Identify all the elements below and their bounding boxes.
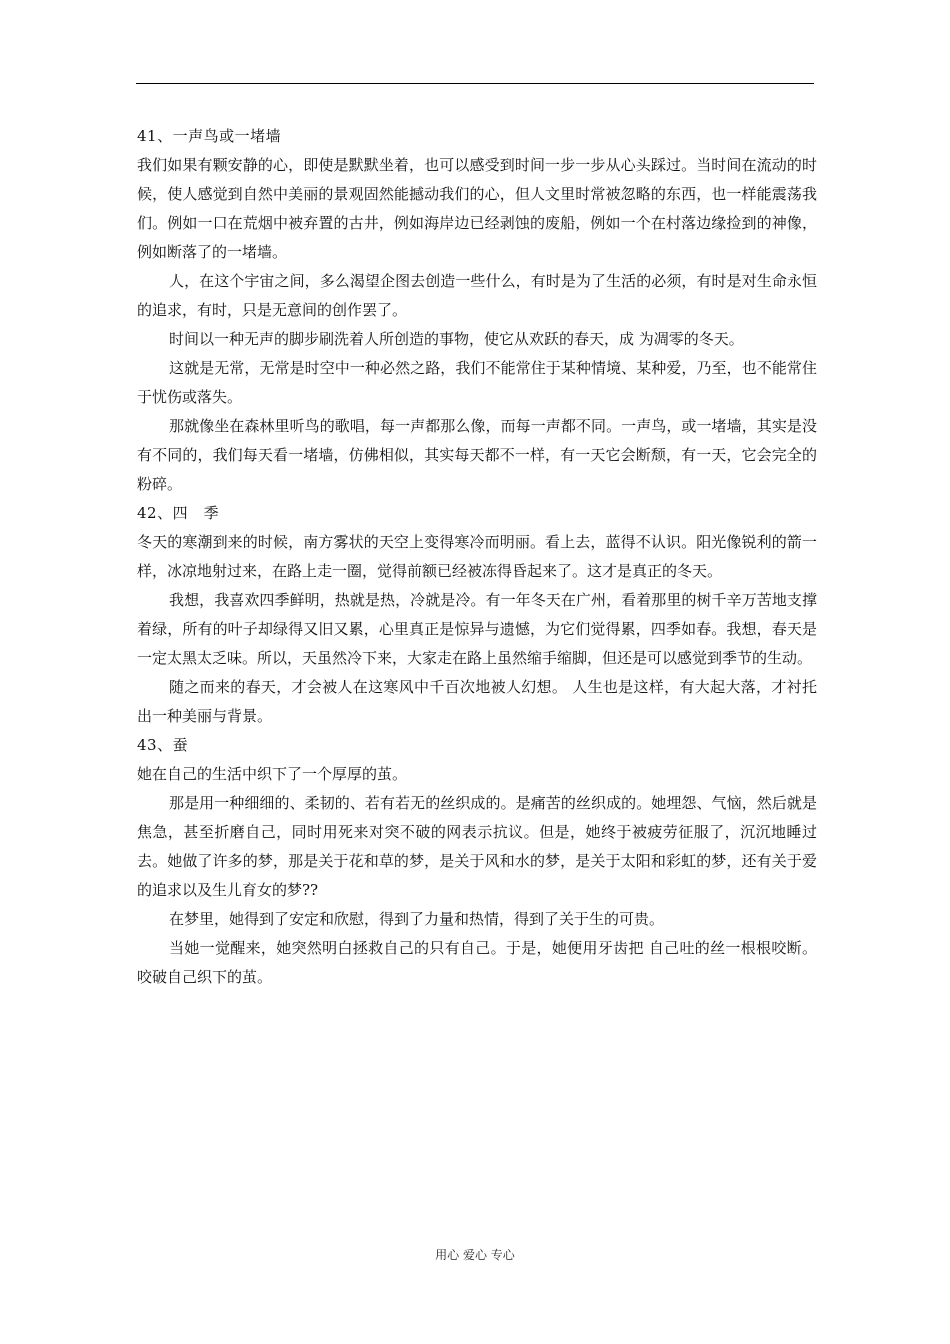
- paragraph: 在梦里，她得到了安定和欣慰，得到了力量和热情，得到了关于生的可贵。: [169, 910, 665, 928]
- paragraph: 我们如果有颗安静的心，即使是默默坐着，也可以感受到时间一步一步从心头踩过。当时间在流动的时候，使人感觉到自然中美丽的景观固然能撼动我们的心，但人文里时常被忽略的东西，也一样能震荡我们。例如一口在荒烟中被弃置的古井，例如海岸边已经剥蚀的废船，例如一个在村落边缘捡到的神像，例如断落了的一堵墙。: [137, 156, 817, 261]
- section-heading-42: 42、四 季: [137, 504, 220, 522]
- paragraph: 那就像坐在森林里听鸟的歌唱，每一声都那么像，而每一声都不同。一声鸟，或一堵墙，其实是没有不同的，我们每天看一堵墙，仿佛相似，其实每天都不一样，有一天它会断颓，有一天，它会完全的粉碎。: [137, 417, 817, 493]
- paragraph: 冬天的寒潮到来的时候，南方雾状的天空上变得寒冷而明丽。看上去，蓝得不认识。阳光像锐利的箭一样，冰凉地射过来，在路上走一圈，觉得前额已经被冻得昏起来了。这才是真正的冬天。: [137, 533, 817, 580]
- paragraph: 她在自己的生活中织下了一个厚厚的茧。: [137, 765, 408, 783]
- paragraph: 我想，我喜欢四季鲜明，热就是热，冷就是冷。有一年冬天在广州，看着那里的树千辛万苦地支撑着绿，所有的叶子却绿得又旧又累，心里真正是惊异与遗憾，为它们觉得累，四季如春。我想，春天是一定太黑太乏味。所以，天虽然冷下来，大家走在路上虽然缩手缩脚，但还是可以感觉到季节的生动。: [137, 591, 817, 667]
- section-heading-41: 41、一声鸟或一堵墙: [137, 127, 282, 145]
- paragraph: 当她一觉醒来，她突然明白拯救自己的只有自己。于是，她便用牙齿把 自己吐的丝一根根咬断。咬破自己织下的茧。: [137, 939, 817, 986]
- paragraph: 人，在这个宇宙之间，多么渴望企图去创造一些什么，有时是为了生活的必须，有时是对生命永恒的追求，有时，只是无意间的创作罢了。: [137, 272, 817, 319]
- paragraph: 这就是无常，无常是时空中一种必然之路，我们不能常住于某种情境、某种爱，乃至，也不能常住于忧伤或落失。: [137, 359, 817, 406]
- page-footer: 用心 爱心 专心: [435, 1248, 515, 1262]
- paragraph: 那是用一种细细的、柔韧的、若有若无的丝织成的。是痛苦的丝织成的。她埋怨、气恼，然后就是焦急，甚至折磨自己，同时用死来对突不破的网表示抗议。但是，她终于被疲劳征服了，沉沉地睡过去。她做了许多的梦，那是关于花和草的梦，是关于风和水的梦，是关于太阳和彩虹的梦，还有关于爱的追求以及生儿育女的梦??: [137, 794, 817, 899]
- document-body: [137, 122, 817, 992]
- paragraph: 随之而来的春天，才会被人在这寒风中千百次地被人幻想。 人生也是这样，有大起大落，才衬托出一种美丽与背景。: [137, 678, 817, 725]
- section-heading-43: 43、蚕: [137, 736, 189, 754]
- header-rule: [136, 83, 814, 84]
- paragraph: 时间以一种无声的脚步刷洗着人所创造的事物，使它从欢跃的春天，成 为凋零的冬天。: [169, 330, 744, 348]
